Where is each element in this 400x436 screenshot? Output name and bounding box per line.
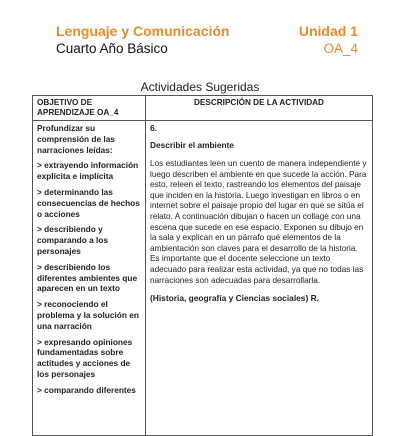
activity-reference: (Historia, geografía y Ciencias sociales) R. (150, 293, 319, 304)
activity-cell (146, 121, 373, 436)
subject-title: Lenguaje y Comunicación (56, 23, 230, 39)
objective-item: Profundizar su comprensión de las narraciones leídas: (37, 123, 115, 155)
section-title: Actividades Sugeridas (140, 80, 260, 94)
description-column-header: DESCRIPCIÓN DE LA ACTIVIDAD (146, 96, 373, 121)
header-row-top (56, 23, 358, 40)
table-header-row (33, 96, 373, 121)
objective-item: > describiendo y comparando a los personajes (37, 224, 109, 256)
oa-label: OA_4 (323, 41, 358, 56)
activity-number: 6. (150, 123, 158, 133)
objectives-cell (33, 121, 146, 436)
page-header (56, 23, 358, 57)
objective-item: > expresando opiniones fundamentadas sobre actitudes y acciones de los personajes (37, 336, 133, 379)
unit-label: Unidad 1 (298, 23, 358, 39)
table-row (33, 121, 373, 436)
objective-item: > comparando diferentes (37, 384, 136, 395)
objective-item: > reconociendo el problema y la solución en una narración (37, 299, 139, 331)
objective-item: > describiendo los diferentes ambientes que aparecen en un texto (37, 261, 138, 294)
grade-label: Cuarto Año Básico (56, 41, 168, 56)
header-row-bottom (56, 40, 358, 57)
activities-table (32, 95, 373, 436)
objective-item: > extrayendo información explícita e implícita (37, 160, 139, 182)
activity-description: Los estudiantes leen un cuento de manera independiente y luego describen el ambiente en que sucede la acción. Para esto, releen el texto, rastreando los elementos del paisaje que inciden en la historia. Luego investigan en libros o en internet sobre el paisaje propio del lugar en que se sitúa el relato. A continuación dibujan o hacen un collage con una escena que sucede en ese espacio. Exponen su dibujo en la sala y explican en un párrafo qué elementos de la ambientación son claves para el desarrollo de la historia. Es importante que el docente seleccione un texto adecuado para realizar esta actividad, ya que no todas las narraciones son adecuadas para desarrollarla. (150, 159, 367, 285)
objective-item: > determinando las consecuencias de hechos o acciones (37, 186, 140, 219)
activity-title: Describir el ambiente (150, 140, 234, 150)
objective-column-header: OBJETIVO DE APRENDIZAJE OA_4 (33, 96, 146, 121)
